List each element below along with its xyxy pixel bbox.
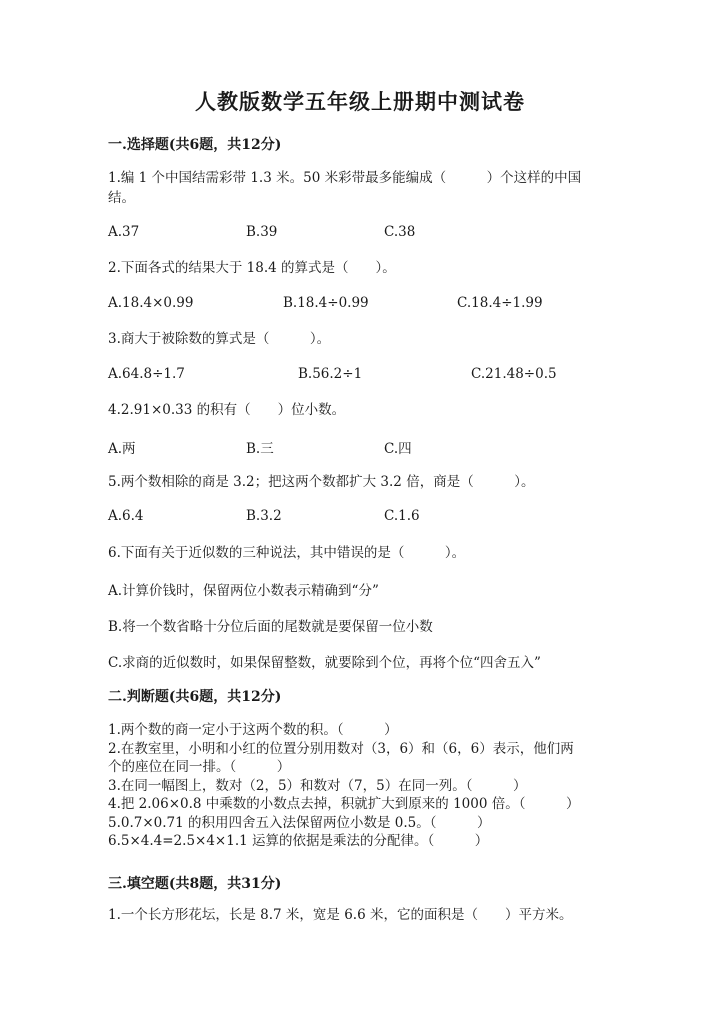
option-c: C.21.48÷0.5 — [471, 366, 557, 382]
option-a: A.6.4 — [108, 508, 144, 524]
option-c: C.求商的近似数时，如果保留整数，就要除到个位，再将个位“四舍五入” — [108, 655, 541, 671]
option-a: A.37 — [108, 224, 140, 240]
option-b: B.56.2÷1 — [298, 366, 363, 382]
option-a: A.64.8÷1.7 — [108, 366, 185, 382]
judge-line: 3.在同一幅图上，数对（2，5）和数对（7，5）在同一列。（ ） — [108, 777, 527, 794]
option-b: B.将一个数省略十分位后面的尾数就是要保留一位小数 — [108, 619, 433, 635]
question-text: 2.下面各式的结果大于 18.4 的算式是（ ）。 — [108, 260, 396, 276]
option-a: A.18.4×0.99 — [108, 295, 194, 311]
option-b: B.18.4÷0.99 — [283, 295, 369, 311]
section-heading-judge: 二.判断题(共6题，共12分) — [108, 689, 282, 705]
question-text: 1.一个长方形花坛，长是 8.7 米，宽是 6.6 米，它的面积是（ ）平方米。 — [108, 907, 573, 923]
question-text: 6.下面有关于近似数的三种说法，其中错误的是（ ）。 — [108, 545, 466, 561]
option-a: A.计算价钱时，保留两位小数表示精确到“分” — [108, 583, 379, 599]
option-c: C.四 — [384, 441, 412, 457]
option-b: B.3.2 — [246, 508, 282, 524]
judge-line: 5.0.7×0.71 的积用四舍五入法保留两位小数是 0.5。（ ） — [108, 814, 491, 831]
judge-line: 4.把 2.06×0.8 中乘数的小数点去掉，积就扩大到原来的 1000 倍。（ ） — [108, 796, 580, 812]
judge-line: 个的座位在同一排。（ ） — [108, 759, 291, 775]
question-text: 1.编 1 个中国结需彩带 1.3 米。50 米彩带最多能编成（ ）个这样的中国结。 — [108, 170, 582, 206]
page-title: 人教版数学五年级上册期中测试卷 — [195, 89, 525, 114]
option-b: B.三 — [246, 441, 274, 457]
question-text: 5.两个数相除的商是 3.2；把这两个数都扩大 3.2 倍，商是（ ）。 — [108, 474, 535, 490]
judge-list — [108, 721, 608, 851]
option-c: C.38 — [384, 224, 416, 240]
question-text: 4.2.91×0.33 的积有（ ）位小数。 — [108, 402, 346, 418]
option-c: C.18.4÷1.99 — [457, 295, 543, 311]
option-a: A.两 — [108, 441, 136, 457]
option-b: B.39 — [246, 224, 278, 240]
judge-line: 1.两个数的商一定小于这两个数的积。（ ） — [108, 722, 398, 738]
question-text: 3.商大于被除数的算式是（ ）。 — [108, 331, 331, 347]
section-heading-fill: 三.填空题(共8题，共31分) — [108, 876, 282, 892]
option-c: C.1.6 — [384, 508, 420, 524]
judge-line: 2.在教室里，小明和小红的位置分别用数对（3，6）和（6，6）表示，他们两 — [108, 740, 574, 757]
judge-line: 6.5×4.4=2.5×4×1.1 运算的依据是乘法的分配律。（ ） — [108, 833, 489, 849]
section-heading-choice: 一.选择题(共6题，共12分) — [108, 137, 282, 153]
